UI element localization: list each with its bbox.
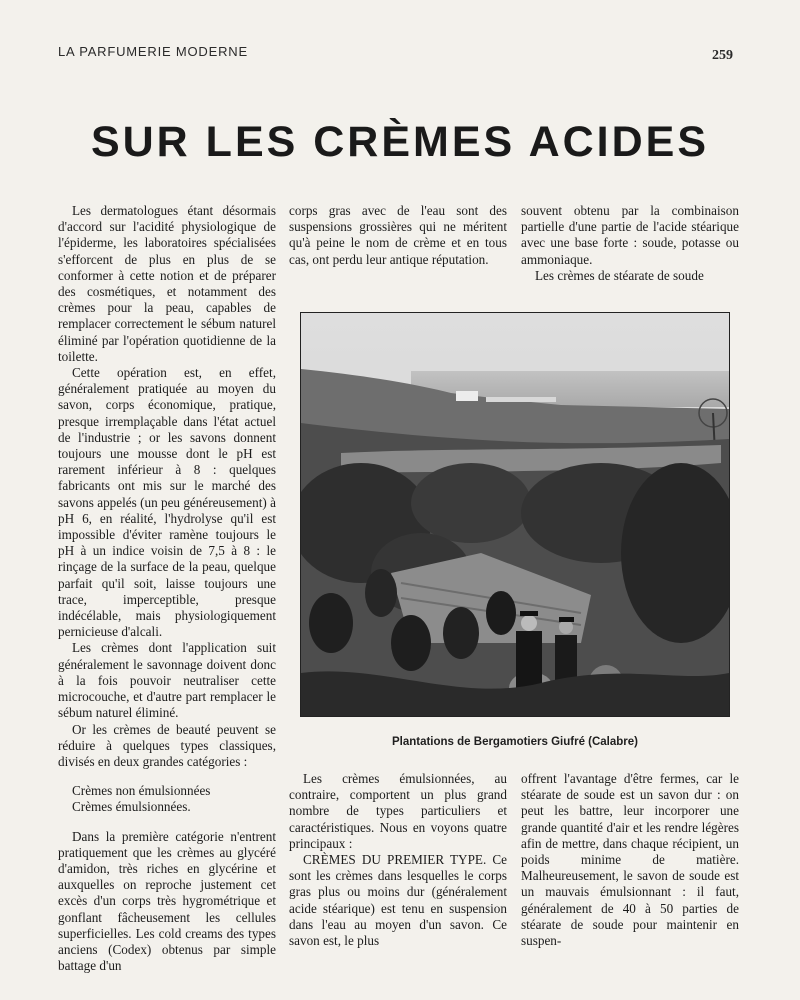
running-head: LA PARFUMERIE MODERNE [58,44,248,59]
paragraph: Les crèmes dont l'application suit généralement le savonnage doivent donc à la fois pouvoir neutraliser cette microcouche, et d'autre part remplacer le sébum naturel éliminé. [58,640,276,721]
paragraph: Dans la première catégorie n'entrent pratiquement que les crèmes au glycéré d'amidon, très riches en glycérine et auxquelles on reproche justement cet excès d'un corps très hygrométrique et gonflant fâcheusement les cellules superficielles. Les cold creams des types anciens (Codex) obtenus par simple battage d'un [58,828,276,974]
paragraph: Les crèmes de stéarate de soude [535,267,704,283]
page-number: 259 [712,48,733,63]
paragraph: Or les crèmes de beauté peuvent se réduire à quelques types classiques, divisés en deux grandes catégories : [58,721,276,769]
list-item: Crèmes émulsionnées. [72,799,191,815]
column-1 [58,203,276,974]
column-3-top [521,203,739,284]
paragraph: CRÈMES DU PREMIER TYPE. Ce sont les crèmes dans lesquelles le corps gras plus ou moins dur (généralement acide stéarique) est tenu en suspension dans l'eau au moyen d'un savon. Ce savon est, le plus [289,852,507,949]
photo-illustration [301,313,729,716]
paragraph: corps gras avec de l'eau sont des suspensions grossières qui ne méritent qu'à peine le nom de crème et en tous cas, ont perdu leur antique réputation. [289,203,507,267]
paragraph: Cette opération est, en effet, généralement pratiquée au moyen du savon, corps économique, pratique, presque irremplaçable dans l'état actuel de l'industrie ; or les savons donnent toujours une mousse dont le pH est rarement inférieur à 8 : quelques fabricants ont mis sur le marché des savons appelés (un peu généreusement) à pH 6, en réalité, l'hydrolyse qu'il est impossible d'éviter ramène toujours le pH à un indice voisin de 7,5 à 8 : le rinçage de la surface de la peau, quelque parfait qu'il soit, laisse toujours une trace, imperceptible, presque indécélable, mais physiologiquement pernicieuse d'alcali. [58,365,276,640]
figure-photo [300,312,730,717]
paragraph: Les crèmes émulsionnées, au contraire, comportent un plus grand nombre de types particuliers et caractéristiques. Nous en voyons quatre principaux : [289,771,507,851]
paragraph: Les dermatologues étant désormais d'accord sur l'acidité physiologique de l'épiderme, les laboratoires spécialisées s'efforcent de plus en plus de se conformer à cette notion et de préparer des cosmétiques, et notamment des crèmes pour la peau, capables de remplacer correctement le sébum naturel éliminé par l'opération quotidienne de la toilette. [58,203,276,364]
column-2-top [289,203,507,268]
paragraph: souvent obtenu par la combinaison partielle d'une partie de l'acide stéarique avec une base forte : soude, potasse ou ammoniaque. [521,203,739,267]
list-item: Crèmes non émulsionnées [72,783,211,799]
figure-caption: Plantations de Bergamotiers Giufré (Calabre) [391,736,639,748]
column-2-bottom [289,771,507,949]
article-title: SUR LES CRÈMES ACIDES [90,118,710,166]
paragraph: offrent l'avantage d'être fermes, car le stéarate de soude est un savon dur : on peut les battre, leur incorporer une grande quantité d'air et les rendre légères afin de mettre, dans chaque récipient, un poids minime de matière. Malheureusement, le savon de soude est un mauvais émulsionnant : il faut, généralement de 40 à 50 parties de stéarate de soude pour maintenir en suspen- [521,771,739,949]
column-3-bottom [521,771,739,949]
